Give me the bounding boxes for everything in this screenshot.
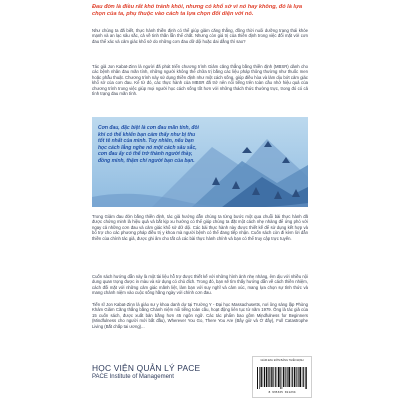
barcode-block (252, 356, 312, 398)
barcode-number: 8 935325 011234 (268, 390, 296, 394)
paragraph-intro: Như chúng ta đã biết, thực hành thiền định có thể giúp giảm căng thẳng, đồng thời nuôi dưỡng trạng thái khỏe mạnh và an lạc sâu sắc, cả về tinh thần lẫn thể chất. Nhưng còn giá trị của thiền định trong việc đối mặt với cơn đau thể xác và cảm giác khổ sở do những cơn đau dữ dội hoặc dai dẳng thì sao? (92, 28, 308, 44)
barcode-icon (257, 367, 307, 389)
paragraph-mbsr: Tác giả Jon Kabat-Zinn là người đã phát triển chương trình Giảm căng thẳng bằng thiền định (MBSR) dành cho các bệnh nhân đau mãn tính, những người không thể chữa trị bằng các liệu pháp thông thường như thuốc men hoặc phẫu thuật. Chương trình này sử dụng thiền định như một cách sống, giúp điều hòa và làm dịu bớt cảm giác khổ sở của cơn đau. Kể từ đó, các thực hành của MBSR đã trở nên nổi tiếng trên toàn cầu nhờ hiệu quả của chương trình trong việc giúp mọi người học cách sống tốt hơn với những thách thức thường trực, trong đó có cả tình trạng đau mãn tính. (92, 64, 308, 97)
publisher-subtitle: PACE Institute of Management (92, 374, 174, 380)
publisher-name: HỌC VIỆN QUẢN LÝ PACE (92, 363, 201, 373)
illustration-quote: Cơn đau, đặc biệt là cơn đau mãn tính, đôi khi có thể khiến bạn cảm thấy như bị thu tốt tê nhất của mình. Tuy nhiên, nếu bạn học cách lắng nghe nó một cách sâu sắc, cơn đau ấy có thể trở thành người thầy, đồng minh, thậm chí người bạn của bạn. (98, 125, 199, 164)
paragraph-author-bio: Tiến sĩ Jon Kabat-Zinn là giáo sư y khoa danh dự tại Trường Y - Đại học Massachusetts, nơi ông sáng lập Phòng Khám Giảm Căng thẳng bằng Chánh niệm nổi tiếng toàn cầu, hoạt động liên tục từ năm 1979. Ông là tác giả của 15 cuốn sách, được xuất bản bằng hơn 45 ngôn ngữ. Các tác phẩm bao gồm Mindfulness for Beginners (Mindfulness cho người mới bắt đầu), Wherever You Go, There You Are (Bây giờ và Ở đây), Full Catastrophe Living (Bắt chấp tai ương)... (92, 302, 308, 329)
top-quote: Đau đớn là điều rất khó tránh khỏi, nhưng có khổ sở vì nó hay không, đó là lựa chọn của ta, phụ thuộc vào cách ta lựa chọn đối diện với nó. (92, 4, 303, 17)
paragraph-book-design: Cuốn sách hướng dẫn này là một tài liệu hỗ trợ được thiết kế với những hình ảnh nhẹ nhàng, êm dịu với nhiều nội dung quan trọng được in màu và sử dụng có chủ đích. Trong đó, bạn sẽ tìm thấy hướng dẫn về cách thiền nhiệm, cách đối mặt với những cảm giác mãnh liệt, làm bạn với suy nghĩ và cảm xúc, mang lựa chọn sự tỉnh thức và mang chánh niệm vào cuộc sống hằng ngày với chính cơn đau. (92, 274, 308, 296)
publisher-block (92, 364, 200, 381)
mountain-illustration (92, 117, 308, 207)
barcode-title: GIẢM ĐAU ĐỚN BẰNG THIỀN ĐỊNH (260, 359, 304, 362)
paragraph-book-guide: Trong Giảm đau đớn bằng thiền định, tác giả hướng dẫn chúng ta từng bước một qua chuỗi bài thực hành đã được chứng minh là hiệu quả và bắt kịp xu hướng có thể giúp chúng ta đặt một cách nhẹ nhàng để ứng phó với ngay cả những cơn đau và cảm giác khổ sở dữ dội. Các bài thực hành này được thiết kế để sử dụng kết hợp và bổ trợ cho các phương pháp điều trị y khoa mà người bệnh có thể đang tiếp nhận. Cuốn sách còn đi kèm lời dẫn thiền của chính tác giả, được ghi âm cho tất cả các bài thực hành chính và bạn có thể truy cập trực tuyến. (92, 214, 308, 241)
back-cover (86, 0, 314, 400)
